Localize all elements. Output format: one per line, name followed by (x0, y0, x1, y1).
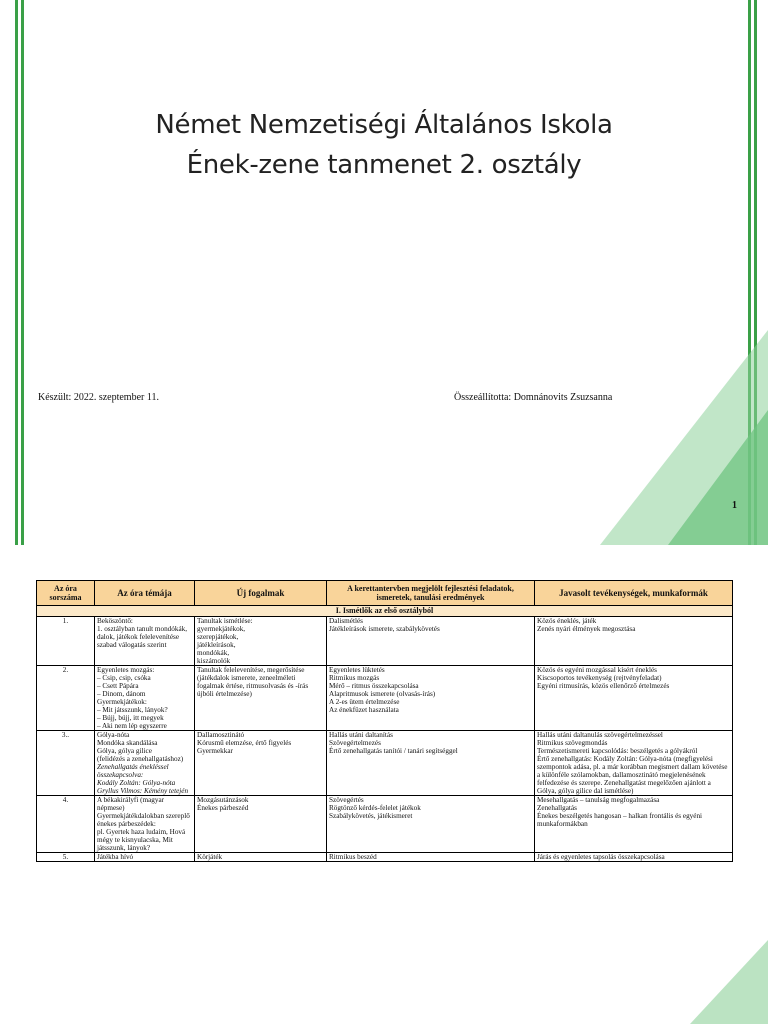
cell-line: játékleírások, (197, 641, 236, 649)
table-row (37, 617, 733, 666)
table-page (0, 580, 768, 1024)
cell-line: Értő zenehallgatás: Kodály Zoltán: Gólya-nóta (megfigyelési szempontok adása, pl. a már korábban megismert dallam követése a különféle szólamokban, dallamosztinátó megjelenésének felfedezése és szerepe. Zenehallgatást megelőzően ajánlott a Gólya, gólya gilice dal ismétlése) (537, 755, 728, 795)
cell-line: A 2-es ütem értelmezése (329, 698, 400, 706)
cell-line: Zenehallgatás énekléssel összekapcsolva: (97, 763, 169, 779)
cell-lesson-number: 5. (37, 853, 95, 862)
cell-line: mondókák, (197, 649, 230, 657)
cell-goals (327, 853, 535, 862)
cell-line: A békakirályfi (magyar népmese) (97, 796, 165, 812)
cell-concepts (195, 853, 327, 862)
cell-line: Mozgásutánzások (197, 796, 249, 804)
cell-line: Egyéni ritmusírás, közös ellenőrző értelmezés (537, 682, 670, 690)
cell-line: Gryllus Vilmos: Kémény tetején (97, 787, 189, 795)
cell-line: Zenehallgatás (537, 804, 577, 812)
cell-line: Közös és egyéni mozgással kísért éneklés (537, 666, 657, 674)
cell-line: Kiscsoportos tevékenység (rejtvényfeladat) (537, 674, 662, 682)
cell-line: (felidézés a zenehallgatáshoz) (97, 755, 184, 763)
header-new-concepts: Új fogalmak (195, 581, 327, 606)
cell-line: (játékdalok ismerete, zeneelméleti fogalmak értése, ritmusolvasás és -írás újbóli értelmezése) (197, 674, 309, 698)
cell-activities (535, 617, 733, 666)
cell-line: kiszámolók (197, 657, 231, 665)
table-row (37, 731, 733, 796)
cell-line: pl. Gyertek haza ludaim, Hová mégy te kisnyulacska, Mit játsszunk, lányok? (97, 828, 186, 852)
cell-line: Kodály Zoltán: Gólya-nóta (97, 779, 176, 787)
date-text: Készült: 2022. szeptember 11. (38, 392, 159, 403)
cell-line: Szövegértés (329, 796, 364, 804)
header-activities: Javasolt tevékenységek, munkaformák (535, 581, 733, 606)
page-title-line1: Német Nemzetiségi Általános Iskola (155, 110, 613, 140)
cell-line: – Csip, csip, csóka (97, 674, 151, 682)
cell-line: Mondóka skandálása (97, 739, 158, 747)
cell-topic (95, 666, 195, 731)
cell-line: Gyermekkar (197, 747, 233, 755)
cell-line: 1. osztályban tanult mondókák, dalok, játékok felelevenítése szabad válogatás szerint (97, 625, 188, 649)
header-goals: A kerettantervben megjelölt fejlesztési feladatok, ismeretek, tanulási eredmények (327, 581, 535, 606)
cell-line: Járás és egyenletes tapsolás összekapcsolása (537, 853, 665, 861)
page-title-line2: Ének-zene tanmenet 2. osztály (186, 150, 582, 180)
author-text: Összeállította: Domnánovits Zsuzsanna (454, 392, 613, 403)
section-title: I. Ismétlők az első osztályból (37, 606, 733, 617)
cell-line: Ritmikus beszéd (329, 853, 377, 861)
cell-line: Énekes párbeszéd (197, 804, 249, 812)
cell-line: Dallamosztinátó (197, 731, 245, 739)
cell-line: Hallás utáni daltanítás (329, 731, 393, 739)
section-row (37, 606, 733, 617)
cell-line: – Csett Pápára (97, 682, 139, 690)
cell-line: Közös éneklés, játék (537, 617, 597, 625)
cell-lesson-number: 3.. (37, 731, 95, 796)
curriculum-table (36, 580, 733, 862)
cell-topic (95, 796, 195, 853)
table-row (37, 796, 733, 853)
cell-line: – Dinom, dánom (97, 690, 146, 698)
cell-line: Játékleírások ismerete, szabálykövetés (329, 625, 440, 633)
cell-goals (327, 731, 535, 796)
table-header-row (37, 581, 733, 606)
cell-line: gyermekjátékok, (197, 625, 246, 633)
cell-line: Mérő – ritmus összekapcsolása (329, 682, 419, 690)
cell-line: Természetismereti kapcsolódás: beszélgetés a gólyákról (537, 747, 698, 755)
cell-line: Körjáték (197, 853, 223, 861)
table-row (37, 666, 733, 731)
cell-goals (327, 617, 535, 666)
cell-line: Alapritmusok ismerete (olvasás-írás) (329, 690, 436, 698)
cell-line: Kórusmű elemzése, értő figyelés (197, 739, 292, 747)
page-number: 1 (732, 500, 737, 511)
header-topic: Az óra témája (95, 581, 195, 606)
cell-line: Dalismétlés (329, 617, 363, 625)
cell-lesson-number: 4. (37, 796, 95, 853)
cell-line: Ritmikus mozgás (329, 674, 380, 682)
cell-lesson-number: 1. (37, 617, 95, 666)
cell-line: Szövegértelmezés (329, 739, 381, 747)
cell-line: Gólya, gólya gilice (97, 747, 152, 755)
cell-goals (327, 666, 535, 731)
cell-topic (95, 617, 195, 666)
cell-line: Gyermekjátékok: (97, 698, 147, 706)
cell-topic (95, 853, 195, 862)
cell-topic (95, 731, 195, 796)
table-row (37, 853, 733, 862)
cell-line: – Aki nem lép egyszerre (97, 722, 167, 730)
cell-line: Zenés nyári élmények megosztása (537, 625, 636, 633)
cell-line: Rögtönző kérdés-felelet játékok (329, 804, 421, 812)
cell-line: Mesehallgatás – tanulság megfogalmazása (537, 796, 660, 804)
cell-activities (535, 796, 733, 853)
cell-line: Az énekfüzet használata (329, 706, 399, 714)
cell-line: Tanultak felelevenítése, megerősítése (197, 666, 305, 674)
cell-line: Tanultak ismétlése: (197, 617, 253, 625)
cell-line: Ritmikus szövegmondás (537, 739, 608, 747)
cell-concepts (195, 666, 327, 731)
cell-lesson-number: 2. (37, 666, 95, 731)
cell-activities (535, 666, 733, 731)
cell-activities (535, 853, 733, 862)
cell-line: Értő zenehallgatás tanítói / tanári segítséggel (329, 747, 458, 755)
cell-line: Gólya-nóta (97, 731, 130, 739)
cell-line: Egyenletes mozgás: (97, 666, 155, 674)
cell-concepts (195, 796, 327, 853)
cell-line: – Mit játsszunk, lányok? (97, 706, 168, 714)
cell-line: Beköszöntő: (97, 617, 133, 625)
cell-activities (535, 731, 733, 796)
cell-line: Hallás utáni daltanulás szövegértelmezéssel (537, 731, 663, 739)
cell-line: Gyermekjátékdalokban szereplő énekes párbeszédek: (97, 812, 190, 828)
cell-line: Énekes beszélgetés hangosan – halkan frontális és egyéni munkaformákban (537, 812, 703, 828)
cell-line: szerepjátékok, (197, 633, 239, 641)
page-gap (0, 545, 768, 580)
cell-line: Egyenletes lüktetés (329, 666, 385, 674)
cell-line: Szabálykövetés, játékismeret (329, 812, 413, 820)
cell-line: – Bújj, bújj, itt megyek (97, 714, 164, 722)
header-lesson-number: Az óra sorszáma (37, 581, 95, 606)
cell-concepts (195, 617, 327, 666)
cell-line: Játékba hívó (97, 853, 134, 861)
cell-concepts (195, 731, 327, 796)
cell-goals (327, 796, 535, 853)
